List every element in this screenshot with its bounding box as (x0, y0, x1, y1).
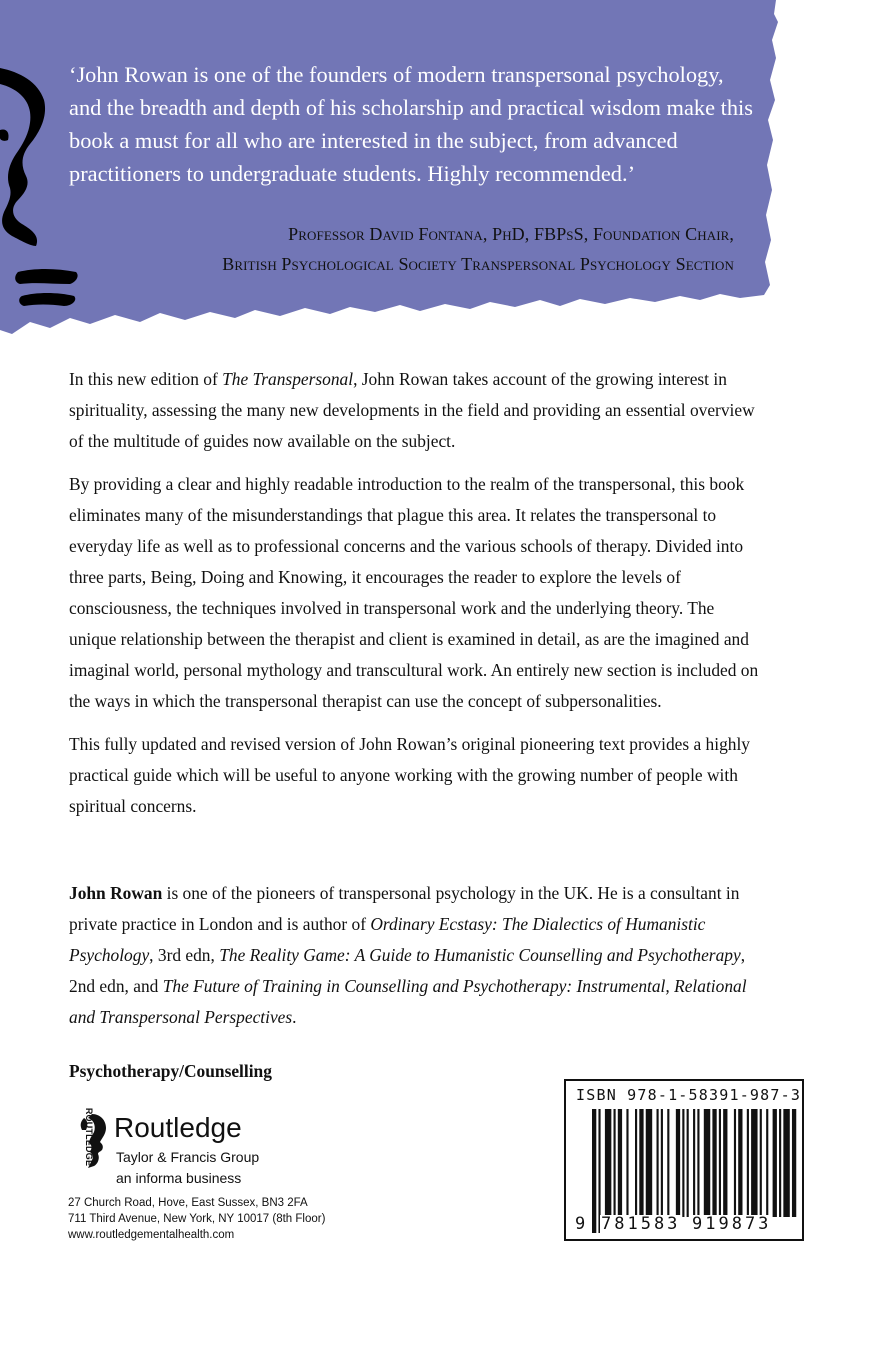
barcode-bar (682, 1109, 684, 1217)
author-bio: John Rowan is one of the pioneers of transpersonal psychology in the UK. He is a consultant in private practice in London and is author of Ordinary Ecstasy: The Dialectics of Humanistic Psychology, 3rd edn, The Reality Game: A Guide to Humanistic Counselling and Psychotherapy, 2nd edn, and The Future of Training in Counselling and Psychotherapy: Instrumental, Relational and Transpersonal Perspectives. (69, 883, 747, 1027)
barcode-bar (639, 1109, 643, 1217)
barcode-bar (719, 1109, 721, 1217)
barcode-bar (614, 1109, 616, 1217)
isbn-barcode (564, 1079, 804, 1241)
subject-category: Psychotherapy/Counselling (69, 1061, 272, 1081)
barcode-bar (734, 1109, 736, 1217)
barcode-bar (646, 1109, 652, 1217)
barcode-digits-left: 781583 (601, 1214, 681, 1234)
book-description (69, 364, 759, 834)
barcode-bar (704, 1109, 710, 1217)
barcode-bar (779, 1109, 781, 1217)
author-book-1: Ordinary Ecstasy: The Dialectics of Humanistic Psychology (69, 914, 706, 965)
publisher-address (68, 1195, 325, 1243)
barcode-bar (592, 1109, 596, 1233)
endorsement-banner (0, 0, 880, 345)
publisher-name: Routledge (114, 1112, 242, 1143)
informa-tagline: an informa business (116, 1170, 242, 1186)
barcode-bar (618, 1109, 622, 1217)
description-paragraph-1: In this new edition of The Transpersonal, John Rowan takes account of the growing interest in spirituality, assessing the many new developments in the field and providing an essential overview of the multitude of guides now available on the subject. (69, 369, 755, 451)
description-paragraph-2: By providing a clear and highly readable introduction to the realm of the transpersonal, this book eliminates many of the misunderstandings that plague this area. It relates the transpersonal to everyday life as well as to professional concerns and the various schools of therapy. Divided into three parts, Being, Doing and Knowing, it encourages the reader to explore the levels of consciousness, the techniques involved in transpersonal work and the underlying theory. The unique relationship between the therapist and client is examined in detail, as are the imagined and imaginal world, personal mythology and transcultural work. An entirely new section is included on the ways in which the transpersonal therapist can use the concept of subpersonalities. (69, 474, 759, 711)
barcode-bar (676, 1109, 680, 1217)
barcode-bar (723, 1109, 727, 1217)
book-title: The Transpersonal (222, 369, 354, 389)
barcode-bar (667, 1109, 669, 1217)
endorser-affiliation: British Psychological Society Transpersonal Psychology Section (222, 254, 734, 274)
barcode-bar (712, 1109, 716, 1217)
barcode-bar (783, 1109, 789, 1217)
barcode-bar (760, 1109, 762, 1217)
publisher-group: Taylor & Francis Group (116, 1149, 260, 1165)
endorsement-quote: ‘John Rowan is one of the founders of modern transpersonal psychology, and the breadth and depth of his scholarship and practical wisdom make this book a must for all who are interested in the subject, from advanced practitioners to undergraduate students. Highly recommended.’ (69, 62, 753, 186)
barcode-bar (738, 1109, 742, 1217)
barcode-bar (773, 1109, 777, 1217)
barcode-bar (792, 1109, 796, 1217)
barcode-bar (661, 1109, 663, 1217)
barcode-digits-right: 919873 (692, 1214, 772, 1234)
barcode-bar (626, 1109, 628, 1217)
publisher-website: www.routledgementalhealth.com (68, 1229, 235, 1241)
barcode-bar (751, 1109, 757, 1217)
author-book-3: The Future of Training in Counselling and Psychotherapy: Instrumental, Relational and Transpersonal Perspectives (69, 976, 747, 1027)
barcode-bar (747, 1109, 749, 1217)
author-book-2: The Reality Game: A Guide to Humanistic Counselling and Psychotherapy (219, 945, 741, 965)
barcode-bar (657, 1109, 659, 1217)
address-line-2: 711 Third Avenue, New York, NY 10017 (8th Floor) (68, 1213, 326, 1225)
barcode-bar (635, 1109, 637, 1217)
address-line-1: 27 Church Road, Hove, East Sussex, BN3 2FA (68, 1197, 308, 1209)
author-name: John Rowan (69, 883, 163, 903)
isbn-label: ISBN 978-1-58391-987-3 (576, 1086, 802, 1104)
barcode-bar (766, 1109, 768, 1217)
barcode-bar (687, 1109, 689, 1217)
barcode-bar (605, 1109, 611, 1217)
barcode-digit-first: 9 (575, 1214, 586, 1234)
publisher-vertical-text: ROUTLEDGE (84, 1107, 95, 1167)
endorser-name: Professor David Fontana, PhD, FBPsS, Foundation Chair, (288, 224, 734, 244)
description-paragraph-3: This fully updated and revised version of John Rowan’s original pioneering text provides a highly practical guide which will be useful to anyone working with the growing number of people with spiritual concerns. (69, 734, 751, 816)
publisher-logo (66, 1107, 326, 1172)
